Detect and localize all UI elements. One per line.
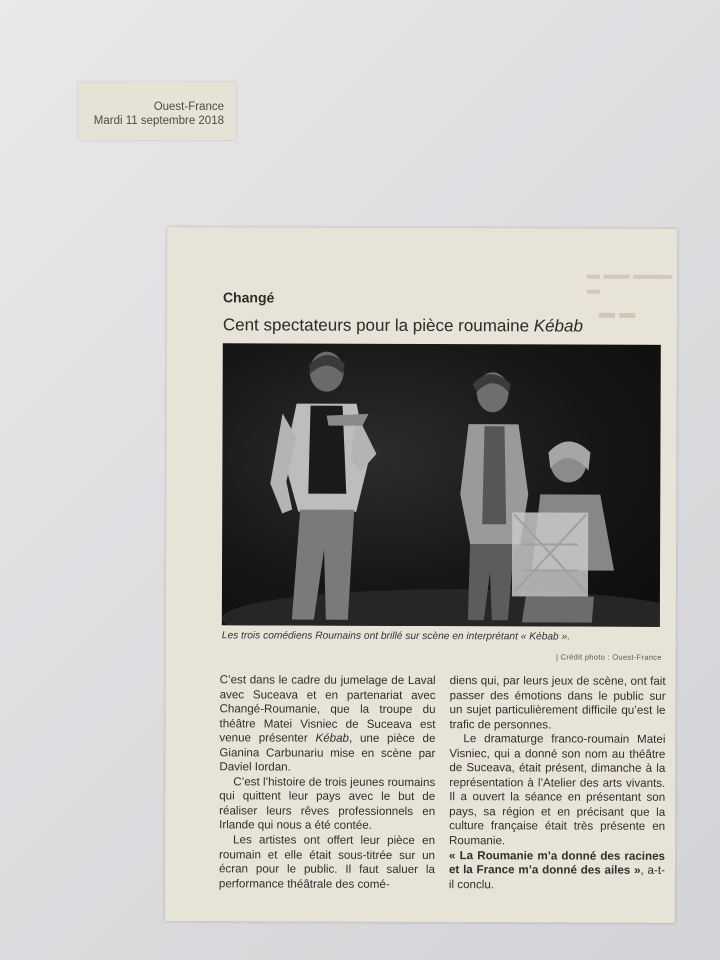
- article-headline: [223, 315, 583, 336]
- actor-left: [270, 351, 377, 619]
- col2-paragraph-quote: [449, 849, 665, 893]
- col1-paragraph-3: Les artistes ont offert leur pièce en roumain et elle était sous-titrée sur un écran pour le public. Il faut saluer la performance théâtrale des comé-: [218, 833, 436, 891]
- col2-paragraph-2: Le dramaturge franco-roumain Matei Visniec, qui a donné son nom au théâtre de Suceava, était présent, dimanche à la représentation à l’Atelier des arts vivants. Il a ouvert la séance en présentant son pays, sa région et en précisant que la culture française était très présente en Roumanie.: [449, 732, 666, 848]
- photo-caption: Les trois comédiens Roumains ont brillé sur scène en interprétant « Kébab ».: [221, 630, 571, 643]
- col2-paragraph-1: diens qui, par leurs jeux de scène, ont fait passer des émotions dans le public sur un sujet particulièrement difficile qu’est le trafic de personnes.: [449, 674, 666, 732]
- publication-date: Mardi 11 septembre 2018: [93, 115, 224, 127]
- article-column-1: [219, 673, 436, 892]
- newspaper-name: Ouest-France: [153, 101, 224, 113]
- date-clipping: [78, 82, 236, 140]
- closing-quote-attribution: , a-t-il conclu.: [448, 863, 665, 891]
- bleed-through-text: ▬ ▬▬ ▬▬▬ ▬: [586, 266, 673, 297]
- article-column-2: [449, 674, 666, 893]
- col1-p1-text-end: , une pièce de Gianina Carbunariu mise en scène par Daviel Iordan.: [219, 731, 436, 774]
- col1-paragraph-2: C’est l’histoire de trois jeunes roumains qui quittent leur pays avec le but de réaliser leurs rêves professionnels en Irlande qui nous a été contée.: [219, 775, 436, 833]
- headline-text: Cent spectateurs pour la pièce roumaine: [222, 315, 534, 336]
- article-kicker: Changé: [222, 289, 275, 306]
- photo-credit: | Crédit photo : Ouest-France: [555, 652, 662, 662]
- headline-title: Kébab: [533, 316, 583, 336]
- article-clipping: [165, 227, 677, 923]
- closing-quote: « La Roumanie m’a donné des racines et la France m’a donné des ailes »: [448, 848, 666, 877]
- col1-p1-text: C’est dans le cadre du jumelage de Laval avec Suceava et en partenariat avec Changé-Roumanie, que la troupe du théâtre Matei Visniec de Suceava est venue présenter: [219, 673, 436, 745]
- article-photo: [222, 343, 661, 627]
- col1-paragraph-1: [219, 673, 435, 776]
- bleed-through-text-2: ▬ ▬: [598, 304, 636, 322]
- col1-p1-title: Kébab: [315, 731, 350, 745]
